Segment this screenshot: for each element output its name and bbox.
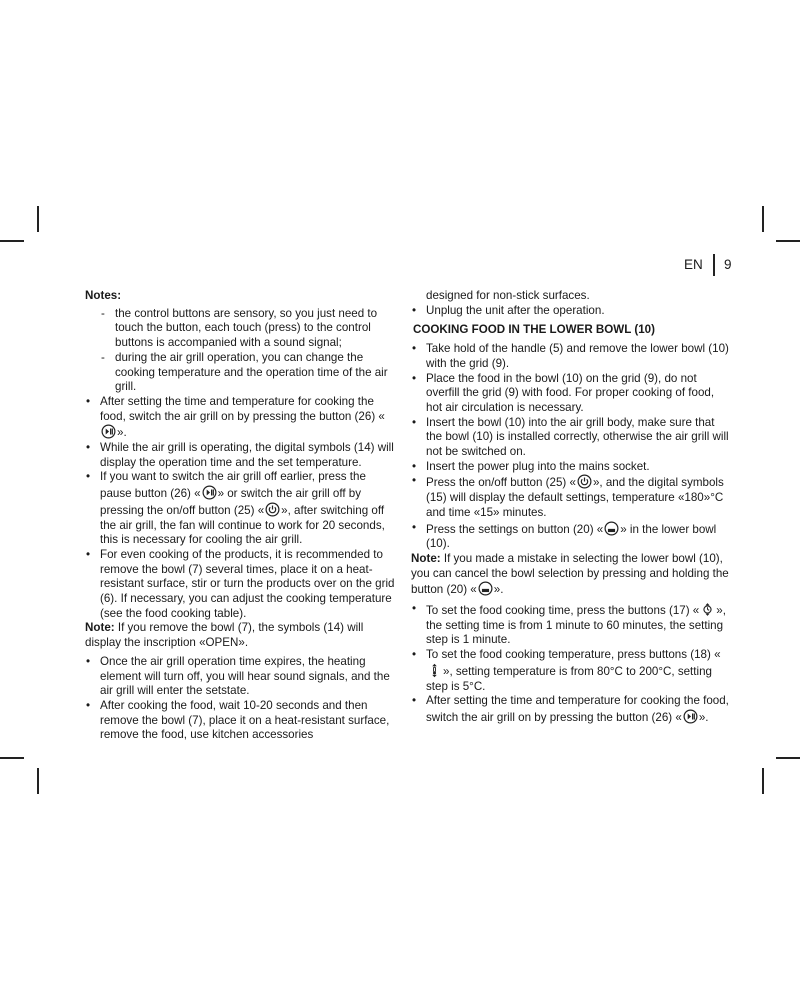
list-item-text: After setting the time and temperature for cooking the food, switch the air grill on by pressing the button (26) « [426, 694, 729, 724]
list-item-text: », setting temperature is from 80°C to 200°C, setting step is 5°C. [426, 664, 712, 693]
notes-dash-list [85, 307, 398, 395]
lower-bowl-icon [478, 581, 493, 596]
left-column [85, 289, 398, 743]
list-item [411, 602, 731, 648]
list-item: • Once the air grill operation time expires, the heating element will turn off, you will hear sound signals, and the air grill will enter the setstate. [85, 655, 398, 699]
list-item: • Insert the bowl (10) into the air grill body, make sure that the bowl (10) is installed correctly, otherwise the air grill will not be switched on. [411, 416, 731, 460]
note-item: - during the air grill operation, you can change the cooking temperature and the operation time of the air grill. [85, 351, 398, 395]
list-item: • For even cooking of the products, it is recommended to remove the bowl (7) several times, place it on a heat-resistant surface, stir or turn the products over on the grid (6). If necessary, you can adjust the cooking temperature (see the food cooking table). [85, 548, 398, 622]
note-text: If you remove the bowl (7), the symbols (14) will display the inscription «OPEN». [85, 621, 364, 650]
note-label: Note: [85, 621, 115, 635]
list-item [411, 648, 731, 694]
crop-mark-bottom-left-vertical [37, 768, 39, 794]
list-item-text: After setting the time and temperature for cooking the food, switch the air grill on by pressing the button (26) « [100, 394, 385, 423]
list-item [85, 395, 398, 441]
notes-title: Notes: [85, 289, 122, 302]
list-item: • Take hold of the handle (5) and remove the lower bowl (10) with the grid (9). [411, 342, 731, 371]
list-item: • While the air grill is operating, the digital symbols (14) will display the operation time and the set temperature. [85, 441, 398, 470]
list-item-text: To set the food cooking time, press the buttons (17) « [426, 604, 700, 618]
list-item-text: To set the food cooking temperature, press buttons (18) « [426, 648, 721, 662]
list-item-text: ». [698, 710, 709, 724]
lower-bowl-icon [604, 521, 619, 536]
note-paragraph [85, 621, 398, 650]
note-text: If you made a mistake in selecting the lower bowl (10), you can cancel the bowl selection by pressing and holding the button (20) « [411, 551, 729, 597]
crop-mark-bottom-left-horizontal [0, 757, 24, 759]
list-item-text: Press the settings on button (20) « [426, 522, 604, 536]
power-icon [577, 474, 592, 489]
list-item: • Place the food in the bowl (10) on the grid (9), do not overfill the grid (9) with food. For proper cooking of food, hot air circulation is necessary. [411, 372, 731, 416]
list-item [411, 521, 731, 552]
list-item-text: » in the lower bowl (10). [426, 522, 717, 551]
header-divider [713, 254, 715, 276]
right-bullet-list [411, 342, 731, 552]
list-item: • Insert the power plug into the mains socket. [411, 460, 731, 475]
time-adjust-icon [700, 602, 715, 617]
crop-mark-top-left-vertical [37, 206, 39, 232]
list-item: • After cooking the food, wait 10-20 seconds and then remove the bowl (7), place it on a heat-resistant surface, remove the food, use kitchen accessories [85, 699, 398, 743]
list-item-text: », and the digital symbols (15) will display the default settings, temperature «180»°C and time «15» minutes. [426, 476, 724, 519]
left-bullet-list-2 [85, 655, 398, 743]
right-bullet-list-2 [411, 602, 731, 726]
list-item-text: Press the on/off button (25) « [426, 476, 576, 490]
temperature-adjust-icon [427, 663, 442, 678]
note-label: Note: [411, 551, 441, 565]
crop-mark-bottom-right-vertical [762, 768, 764, 794]
language-tag: EN [684, 257, 703, 272]
note-item: - the control buttons are sensory, so you just need to touch the button, each touch (press) to the control buttons is accompanied with a sound signal; [85, 307, 398, 351]
continued-text: designed for non-stick surfaces. [426, 289, 590, 302]
play-pause-icon [202, 485, 217, 500]
list-item-text: », after switching off the air grill, the fan will continue to work for 20 seconds, this is necessary for cooling the air grill. [100, 503, 385, 547]
note-text: ». [493, 583, 504, 597]
note-paragraph [411, 552, 731, 598]
list-item [411, 694, 731, 725]
crop-mark-top-right-horizontal [776, 240, 800, 242]
crop-mark-bottom-right-horizontal [776, 757, 800, 759]
power-icon [265, 502, 280, 517]
crop-mark-top-right-vertical [762, 206, 764, 232]
list-item: • Unplug the unit after the operation. [411, 304, 731, 319]
list-item-text: » or switch the air grill off by pressing the on/off button (25) « [100, 487, 362, 517]
section-heading: COOKING FOOD IN THE LOWER BOWL (10) [413, 323, 655, 337]
crop-mark-top-left-horizontal [0, 240, 24, 242]
play-pause-icon [101, 424, 116, 439]
play-pause-icon [683, 709, 698, 724]
page-number: 9 [724, 257, 732, 272]
list-item-text: ». [117, 426, 127, 440]
right-column [411, 289, 731, 726]
right-bullet-list-0 [411, 304, 731, 319]
left-bullet-list [85, 395, 398, 622]
list-item-text: If you want to switch the air grill off earlier, press the pause button (26) « [100, 470, 366, 501]
list-item [411, 474, 731, 520]
list-item-text: », the setting time is from 1 minute to 60 minutes, the setting step is 1 minute. [426, 604, 726, 647]
list-item [85, 470, 398, 548]
